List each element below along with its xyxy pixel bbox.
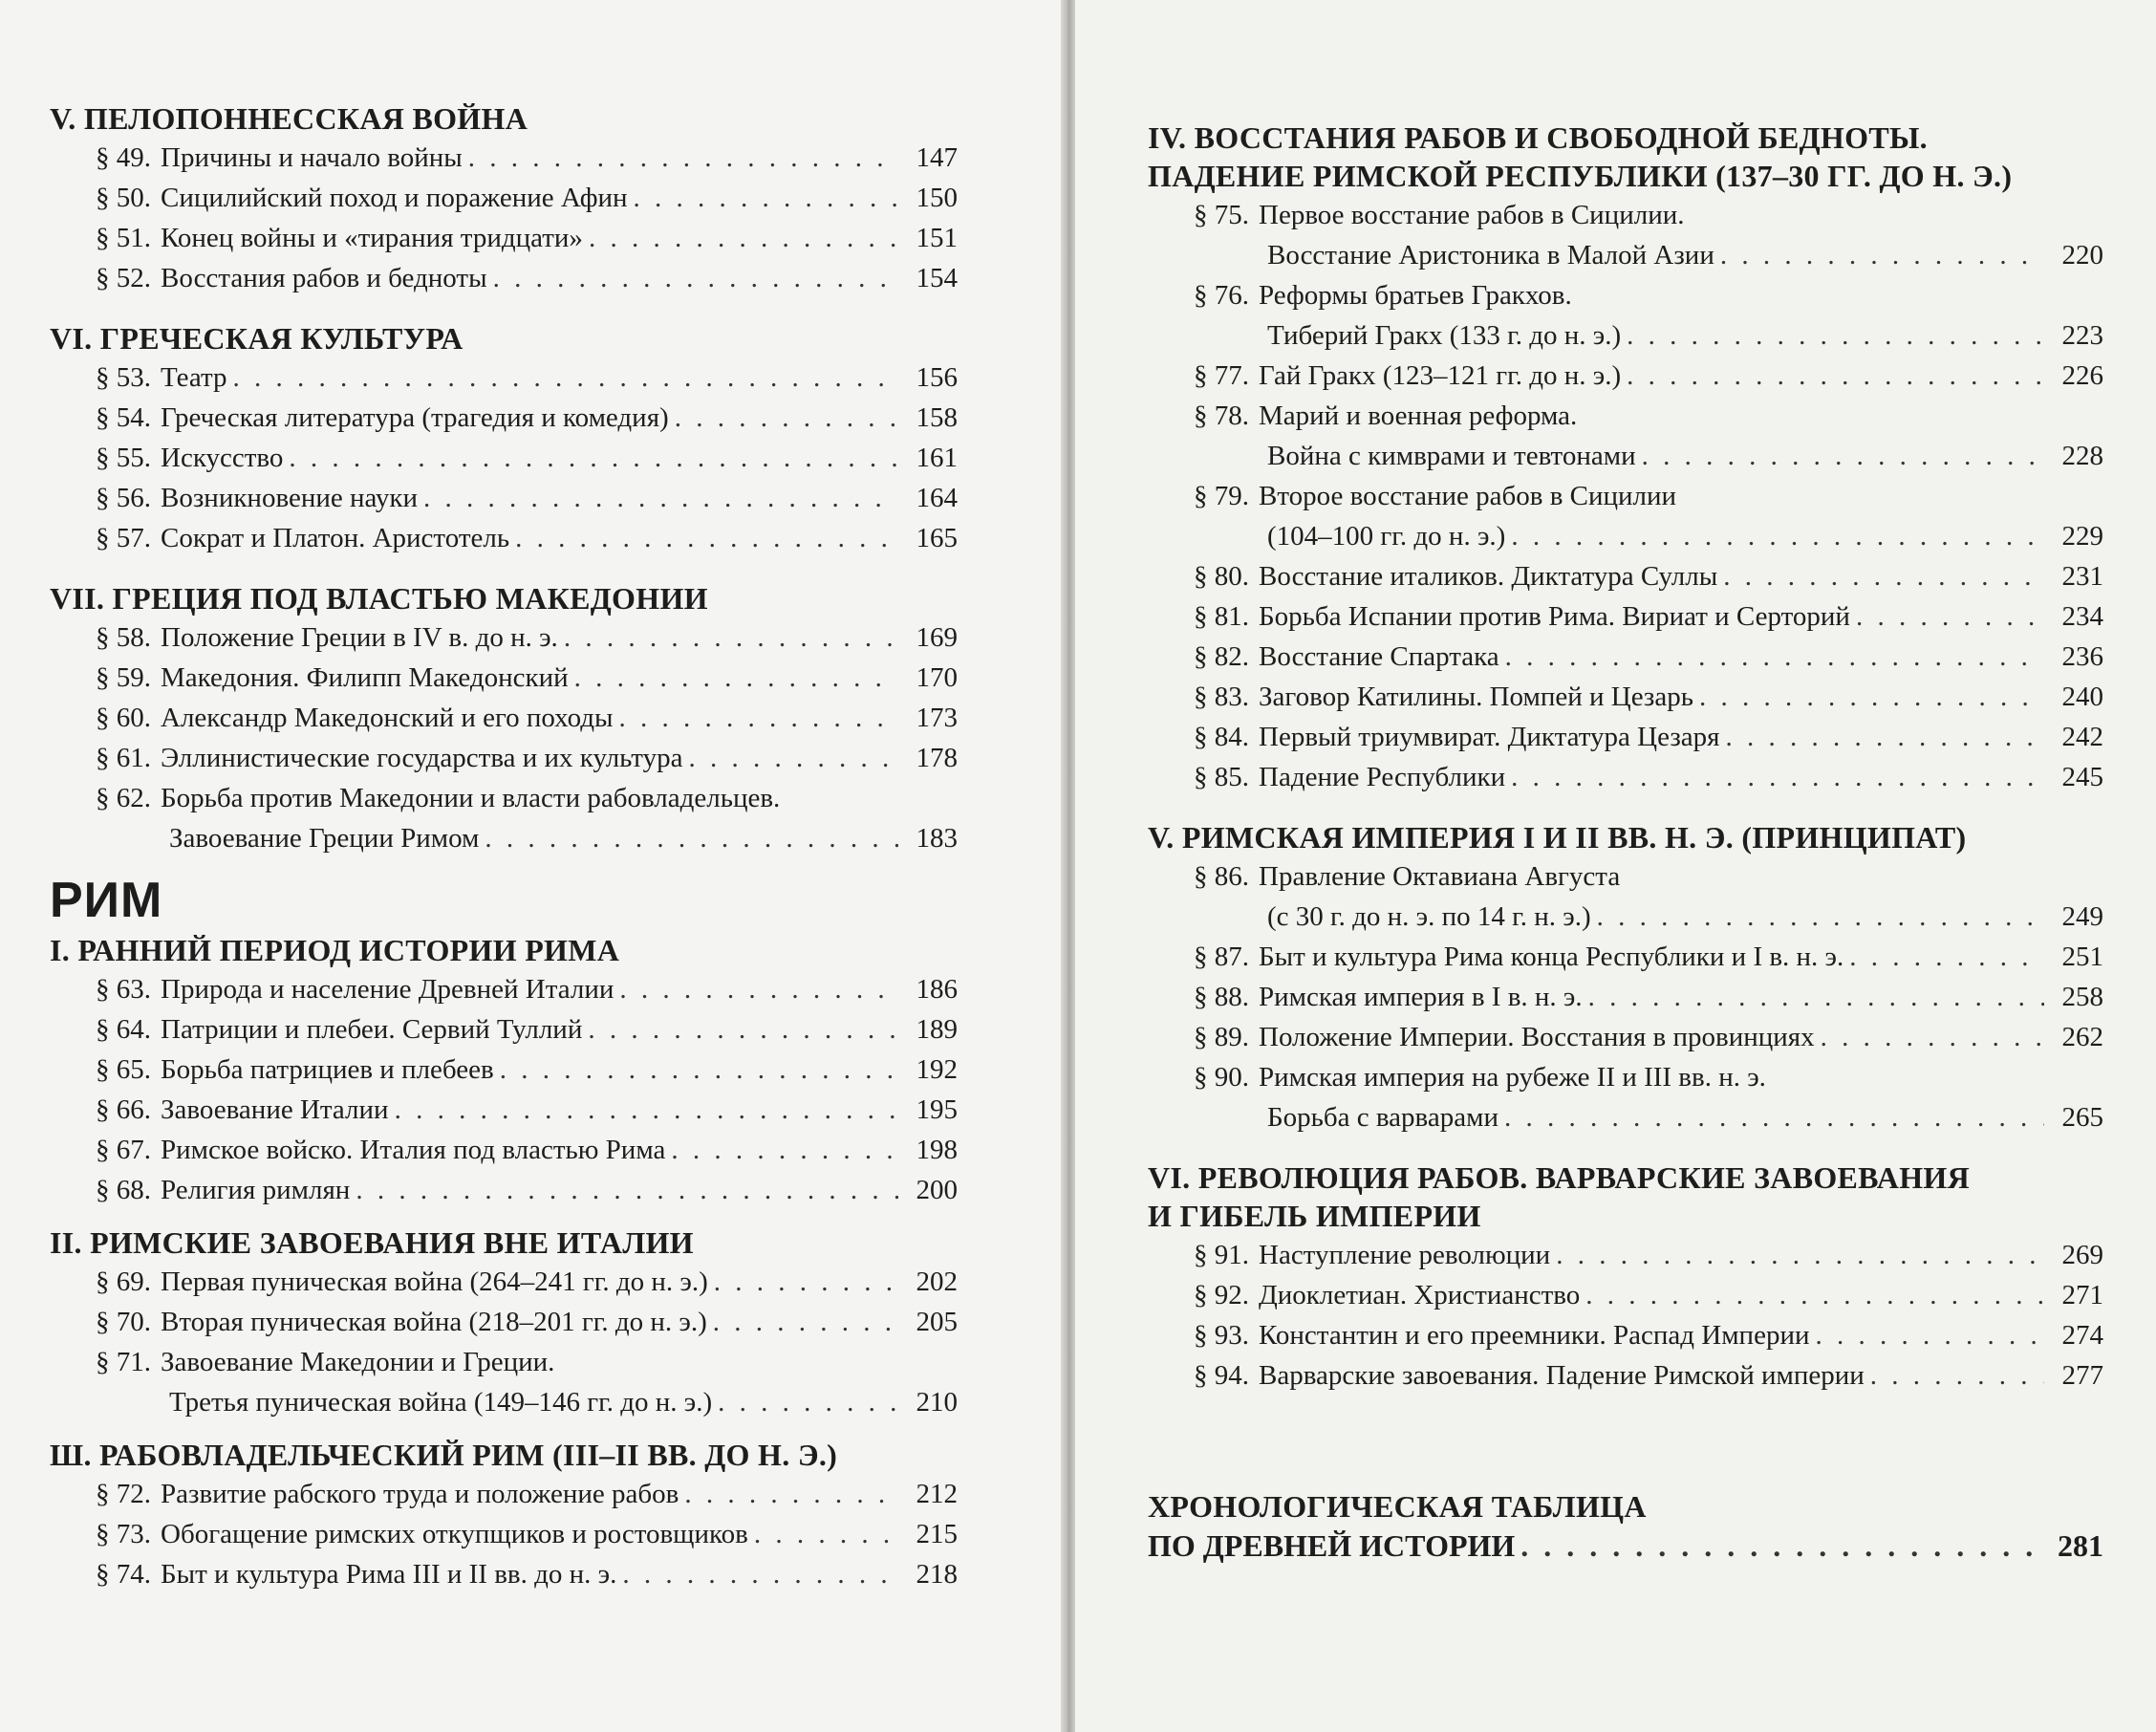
section-entries xyxy=(1148,856,2103,1137)
page-number: 215 xyxy=(916,1519,958,1549)
page-number: 173 xyxy=(916,703,958,733)
page-number: 228 xyxy=(2061,441,2103,471)
toc-entry[interactable]: § 66. Завоевание Италии . . . 195 xyxy=(50,1090,958,1130)
toc-entry[interactable]: § 75. Первое восстание рабов в Сицилии. Восстание Аристоника в Малой Азии . . . 220 xyxy=(1148,195,2103,275)
section-title-cont: И ГИБЕЛЬ ИМПЕРИИ xyxy=(1148,1199,1481,1233)
page-number: 245 xyxy=(2061,762,2103,792)
toc-entry[interactable]: § 52. Восстания рабов и бедноты . . . 154 xyxy=(50,258,958,298)
toc-entry[interactable]: § 53. Театр . . . 156 xyxy=(50,357,958,398)
page-number: 249 xyxy=(2061,901,2103,932)
toc-entry[interactable]: § 76. Реформы братьев Гракхов. Тиберий Гракх (133 г. до н. э.) . . . 223 xyxy=(1148,275,2103,356)
page-number: 195 xyxy=(916,1094,958,1125)
page-number: 212 xyxy=(916,1479,958,1509)
toc-entry[interactable]: § 62. Борьба против Македонии и власти рабовладельцев. Завоевание Греции Римом . . . 183 xyxy=(50,778,958,858)
page-number: 271 xyxy=(2061,1280,2103,1310)
chronology-title: ХРОНОЛОГИЧЕСКАЯ ТАБЛИЦА xyxy=(1148,1489,1647,1524)
section-title: V. РИМСКАЯ ИМПЕРИЯ I И II ВВ. Н. Э. (ПРИНЦИПАТ) xyxy=(1148,820,1967,855)
page-number: 151 xyxy=(916,223,958,253)
toc-entry[interactable]: § 69. Первая пуническая война (264–241 гг. до н. э.) . . . 202 xyxy=(50,1262,958,1302)
section-entries xyxy=(50,1474,958,1594)
page-number: 161 xyxy=(916,443,958,473)
section-entries xyxy=(50,617,958,858)
toc-entry[interactable]: § 92. Диоклетиан. Христианство . . . 271 xyxy=(1148,1275,2103,1315)
toc-entry[interactable]: § 82. Восстание Спартака . . . 236 xyxy=(1148,637,2103,677)
page-number: 147 xyxy=(916,142,958,173)
page-number: 192 xyxy=(916,1054,958,1085)
page-number: 205 xyxy=(916,1307,958,1337)
toc-entry[interactable]: § 51. Конец войны и «тирания тридцати» . . . 151 xyxy=(50,218,958,258)
page-number: 198 xyxy=(916,1135,958,1165)
section-title: I. РАННИЙ ПЕРИОД ИСТОРИИ РИМА xyxy=(50,933,620,967)
toc-entry[interactable]: § 65. Борьба патрициев и плебеев . . . 192 xyxy=(50,1050,958,1090)
right-toc xyxy=(1148,119,2103,1566)
toc-entry[interactable]: § 77. Гай Гракх (123–121 гг. до н. э.) . . . 226 xyxy=(1148,356,2103,396)
page-number: 186 xyxy=(916,974,958,1005)
toc-entry[interactable]: § 54. Греческая литература (трагедия и комедия) . . . 158 xyxy=(50,398,958,438)
page-number: 189 xyxy=(916,1014,958,1045)
page-number: 218 xyxy=(916,1559,958,1590)
left-toc xyxy=(50,99,958,1594)
toc-entry[interactable]: § 61. Эллинистические государства и их культура . . . 178 xyxy=(50,738,958,778)
section-entries xyxy=(50,357,958,558)
section-title: VI. ГРЕЧЕСКАЯ КУЛЬТУРА xyxy=(50,321,464,356)
page-number: 154 xyxy=(916,263,958,293)
section-title: II. РИМСКИЕ ЗАВОЕВАНИЯ ВНЕ ИТАЛИИ xyxy=(50,1225,694,1260)
toc-entry[interactable]: § 50. Сицилийский поход и поражение Афин . . . 150 xyxy=(50,178,958,218)
page-number: 226 xyxy=(2061,360,2103,391)
left-page xyxy=(0,0,1061,1732)
toc-entry[interactable]: § 64. Патриции и плебеи. Сервий Туллий . . . 189 xyxy=(50,1009,958,1050)
toc-entry[interactable]: § 80. Восстание италиков. Диктатура Суллы . . . 231 xyxy=(1148,556,2103,596)
toc-entry[interactable]: § 78. Марий и военная реформа. Война с кимврами и тевтонами . . . 228 xyxy=(1148,396,2103,476)
page-number: 265 xyxy=(2061,1102,2103,1133)
toc-entry[interactable]: § 86. Правление Октавиана Августа (с 30 г. до н. э. по 14 г. н. э.) . . . 249 xyxy=(1148,856,2103,937)
toc-entry[interactable]: § 74. Быт и культура Рима III и II вв. до н. э. . . . 218 xyxy=(50,1554,958,1594)
page-number: 242 xyxy=(2061,722,2103,752)
section-title: V. ПЕЛОПОННЕССКАЯ ВОЙНА xyxy=(50,101,528,136)
page-number: 262 xyxy=(2061,1022,2103,1052)
toc-entry[interactable]: § 49. Причины и начало войны . . . 147 xyxy=(50,138,958,178)
page-number: 234 xyxy=(2061,601,2103,632)
toc-entry[interactable]: § 59. Македония. Филипп Македонский . . . 170 xyxy=(50,658,958,698)
toc-entry[interactable]: § 88. Римская империя в I в. н. э. . . . 258 xyxy=(1148,977,2103,1017)
page-number: 210 xyxy=(916,1387,958,1418)
section-entries xyxy=(50,1262,958,1422)
section-title: VII. ГРЕЦИЯ ПОД ВЛАСТЬЮ МАКЕДОНИИ xyxy=(50,581,708,616)
page-number: 170 xyxy=(916,662,958,693)
toc-entry[interactable]: § 89. Положение Империи. Восстания в провинциях . . . 262 xyxy=(1148,1017,2103,1057)
toc-entry[interactable]: § 87. Быт и культура Рима конца Республики и I в. н. э. . . . 251 xyxy=(1148,937,2103,977)
toc-entry[interactable]: § 90. Римская империя на рубеже II и III вв. н. э. Борьба с варварами . . . 265 xyxy=(1148,1057,2103,1137)
page-number: 274 xyxy=(2061,1320,2103,1351)
page-number: 202 xyxy=(916,1267,958,1297)
page-number: 164 xyxy=(916,483,958,513)
section-title-cont: ПАДЕНИЕ РИМСКОЙ РЕСПУБЛИКИ (137–30 ГГ. ДО Н. Э.) xyxy=(1148,159,2013,193)
toc-entry[interactable]: § 85. Падение Республики . . . 245 xyxy=(1148,757,2103,797)
page-number: 158 xyxy=(916,402,958,433)
right-page xyxy=(1075,0,2156,1732)
toc-entry[interactable]: § 68. Религия римлян . . . 200 xyxy=(50,1170,958,1210)
page-number: 281 xyxy=(2058,1528,2103,1563)
toc-entry[interactable]: § 84. Первый триумвират. Диктатура Цезаря . . . 242 xyxy=(1148,717,2103,757)
toc-entry[interactable]: § 94. Варварские завоевания. Падение Римской империи . . . 277 xyxy=(1148,1355,2103,1396)
toc-entry[interactable]: § 93. Константин и его преемники. Распад Империи . . . 274 xyxy=(1148,1315,2103,1355)
book-gutter xyxy=(1061,0,1075,1732)
toc-entry[interactable]: § 67. Римское войско. Италия под властью Рима . . . 198 xyxy=(50,1130,958,1170)
page-number: 183 xyxy=(916,823,958,854)
section-entries xyxy=(1148,1235,2103,1396)
page-number: 200 xyxy=(916,1175,958,1205)
page-number: 231 xyxy=(2061,561,2103,592)
toc-entry[interactable]: § 56. Возникновение науки . . . 164 xyxy=(50,478,958,518)
chronology-entry[interactable]: ПО ДРЕВНЕЙ ИСТОРИИ . . . 281 xyxy=(1148,1526,2103,1566)
page-number: 251 xyxy=(2061,942,2103,972)
toc-entry[interactable]: § 58. Положение Греции в IV в. до н. э. . . . 169 xyxy=(50,617,958,658)
page-number: 156 xyxy=(916,362,958,393)
section-title: IV. ВОССТАНИЯ РАБОВ И СВОБОДНОЙ БЕДНОТЫ. xyxy=(1148,120,1928,155)
page-number: 223 xyxy=(2061,320,2103,351)
toc-entry[interactable]: § 79. Второе восстание рабов в Сицилии (104–100 гг. до н. э.) . . . 229 xyxy=(1148,476,2103,556)
toc-entry[interactable]: § 63. Природа и население Древней Италии . . . 186 xyxy=(50,969,958,1009)
toc-entry[interactable]: § 83. Заговор Катилины. Помпей и Цезарь . . . 240 xyxy=(1148,677,2103,717)
section-entries xyxy=(1148,195,2103,797)
toc-entry[interactable]: § 71. Завоевание Македонии и Греции. Третья пуническая война (149–146 гг. до н. э.) . . . 210 xyxy=(50,1342,958,1422)
toc-entry[interactable]: § 81. Борьба Испании против Рима. Вириат и Серторий . . . 234 xyxy=(1148,596,2103,637)
toc-entry[interactable]: § 72. Развитие рабского труда и положение рабов . . . 212 xyxy=(50,1474,958,1514)
toc-entry[interactable]: § 91. Наступление революции . . . 269 xyxy=(1148,1235,2103,1275)
section-entries xyxy=(50,969,958,1210)
toc-entry[interactable]: § 55. Искусство . . . 161 xyxy=(50,438,958,478)
toc-entry[interactable]: § 73. Обогащение римских откупщиков и ростовщиков . . . 215 xyxy=(50,1514,958,1554)
page-number: 269 xyxy=(2061,1240,2103,1270)
toc-entry[interactable]: § 60. Александр Македонский и его походы . . . 173 xyxy=(50,698,958,738)
section-title: VI. РЕВОЛЮЦИЯ РАБОВ. ВАРВАРСКИЕ ЗАВОЕВАНИЯ xyxy=(1148,1160,1971,1195)
page-number: 169 xyxy=(916,622,958,653)
page-number: 178 xyxy=(916,743,958,773)
page-number: 150 xyxy=(916,183,958,213)
toc-entry[interactable]: § 70. Вторая пуническая война (218–201 гг. до н. э.) . . . 205 xyxy=(50,1302,958,1342)
toc-entry[interactable]: § 57. Сократ и Платон. Аристотель . . . 165 xyxy=(50,518,958,558)
page-number: 165 xyxy=(916,523,958,553)
page-number: 258 xyxy=(2061,982,2103,1012)
section-entries xyxy=(50,138,958,298)
part-title: РИМ xyxy=(50,873,163,928)
page-number: 236 xyxy=(2061,641,2103,672)
page-number: 240 xyxy=(2061,682,2103,712)
page-number: 277 xyxy=(2061,1360,2103,1391)
page-number: 220 xyxy=(2061,240,2103,271)
page-number: 229 xyxy=(2061,521,2103,552)
section-title: Ш. РАБОВЛАДЕЛЬЧЕСКИЙ РИМ (III–II ВВ. ДО Н. Э.) xyxy=(50,1438,838,1472)
